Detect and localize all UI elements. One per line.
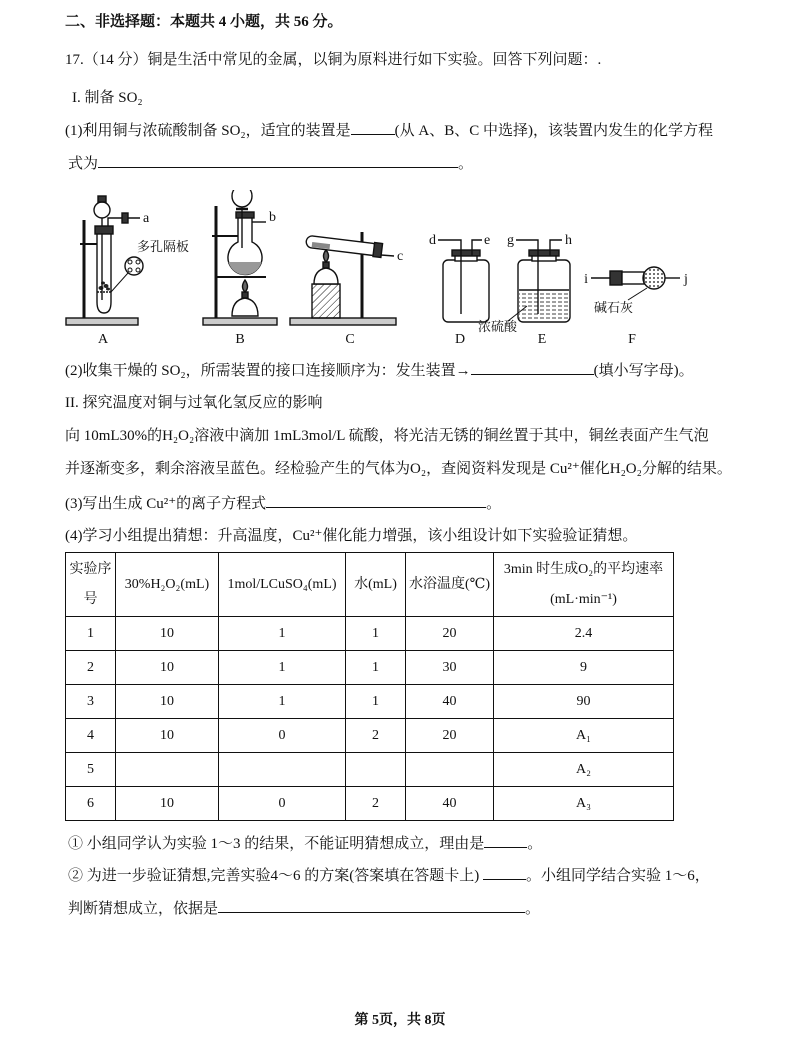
answer-blank xyxy=(483,865,526,880)
table-cell: 3 xyxy=(66,685,116,719)
port-label-c: c xyxy=(397,249,404,264)
table-cell: 5 xyxy=(66,753,116,787)
table-cell: 1 xyxy=(219,617,346,651)
q1-text-d: 。 xyxy=(458,156,474,172)
q1-text-b: (从 A、B、C 中选择)，该装置内发生的化学方程 xyxy=(394,123,713,139)
sub2-text-a: ② 为进一步验证猜想,完善实验4～6 的方案(答案填在答题卡上) xyxy=(68,868,483,884)
funnel-bulb xyxy=(94,202,110,218)
table-cell: 30 xyxy=(406,651,494,685)
delivery-tube xyxy=(381,255,394,256)
table-cell: A₁ xyxy=(494,719,674,753)
apparatus-label-d: D xyxy=(454,332,466,347)
port-label-b: b xyxy=(269,210,276,225)
table-header-row xyxy=(66,553,674,617)
sub3-text-a: 判断猜想成立，依据是 xyxy=(68,901,219,917)
table-cell: 1 xyxy=(346,685,406,719)
apparatus-label-a: A xyxy=(97,332,109,347)
stand-base xyxy=(290,318,396,325)
porous-plate-magnified xyxy=(125,257,143,275)
tube-body xyxy=(622,272,644,284)
q3-text-b: 。 xyxy=(486,496,502,512)
bottle-stopper xyxy=(452,250,480,256)
table-cell: 1 xyxy=(346,651,406,685)
q3-line xyxy=(65,493,501,514)
header-water-volume: 水(mL) xyxy=(346,553,406,617)
stand-base xyxy=(203,318,277,325)
table-cell: 2 xyxy=(346,719,406,753)
answer-blank xyxy=(351,120,395,135)
conc-sulfuric-acid-label: 浓硫酸 xyxy=(478,319,518,334)
table-cell: 6 xyxy=(66,787,116,821)
table-cell: 1 xyxy=(219,685,346,719)
answer-blank xyxy=(471,360,594,375)
wood-block xyxy=(312,284,340,318)
sub1-text-b: 。 xyxy=(527,836,543,852)
answer-blank xyxy=(218,898,525,913)
answer-blank xyxy=(484,833,527,848)
flask-liquid xyxy=(229,262,262,275)
table-cell: 40 xyxy=(406,685,494,719)
table-cell: 40 xyxy=(406,787,494,821)
table-cell: 2.4 xyxy=(494,617,674,651)
flame xyxy=(324,250,329,262)
stopcock xyxy=(122,213,128,223)
table-cell: 1 xyxy=(219,651,346,685)
table-cell: 9 xyxy=(494,651,674,685)
q3-text-a: (3)写出生成 Cu²⁺的离子方程式 xyxy=(65,496,267,512)
part1-title: I. 制备 SO₂ xyxy=(72,90,143,106)
answer-blank xyxy=(266,493,486,508)
table-cell: 1 xyxy=(346,617,406,651)
table-cell: 4 xyxy=(66,719,116,753)
stopper xyxy=(610,271,622,285)
porous-plate-label: 多孔隔板 xyxy=(137,239,190,254)
table-cell xyxy=(116,753,219,787)
part2-paragraph-line1: 向 10mL30%的H₂O₂溶液中滴加 1mL3mol/L 硫酸，将光洁无锈的铜丝置于其中，铜丝表面产生气泡 xyxy=(65,428,709,444)
port-label-i: i xyxy=(584,272,588,287)
table-row xyxy=(66,685,674,719)
apparatus-f xyxy=(591,267,680,300)
sub3-text-b: 。 xyxy=(525,901,541,917)
header-run-number: 实验序号 xyxy=(66,553,116,617)
table-cell xyxy=(219,753,346,787)
table-cell: 10 xyxy=(116,685,219,719)
funnel-cap xyxy=(98,196,106,202)
port-label-d: d xyxy=(429,233,436,248)
apparatus-d xyxy=(438,240,489,322)
label-leader xyxy=(628,288,647,300)
apparatus-e xyxy=(508,240,570,322)
table-cell: 20 xyxy=(406,617,494,651)
q2-line xyxy=(65,360,694,381)
table-cell: 90 xyxy=(494,685,674,719)
soda-lime-label: 碱石灰 xyxy=(594,300,634,315)
table-row xyxy=(66,719,674,753)
apparatus-label-b: B xyxy=(235,332,245,347)
port-label-g: g xyxy=(507,233,514,248)
q4-sub2-line xyxy=(68,865,710,886)
magnifier-leader xyxy=(111,273,128,292)
table-row xyxy=(66,787,674,821)
table-cell: 2 xyxy=(346,787,406,821)
port-label-h: h xyxy=(565,233,572,248)
gas-bottle xyxy=(443,260,489,322)
header-bath-temperature: 水浴温度(℃) xyxy=(406,553,494,617)
sub1-text-a: ① 小组同学认为实验 1～3 的结果，不能证明猜想成立，理由是 xyxy=(68,836,485,852)
table-cell: 0 xyxy=(219,719,346,753)
apparatus-a xyxy=(66,196,143,325)
q1-text-a: (1)利用铜与浓硫酸制备 SO₂，适宜的装置是 xyxy=(65,123,351,139)
table-cell: A₂ xyxy=(494,753,674,787)
table-row xyxy=(66,617,674,651)
table-cell: 2 xyxy=(66,651,116,685)
table-cell: 0 xyxy=(219,787,346,821)
q1-text-c: 式为 xyxy=(68,156,99,172)
alcohol-lamp xyxy=(232,298,258,316)
bottle-stopper xyxy=(529,250,559,256)
header-cuso4-volume: 1mol/LCuSO₄(mL) xyxy=(219,553,346,617)
alcohol-lamp xyxy=(314,268,338,284)
part2-paragraph-line2: 并逐渐变多，剩余溶液呈蓝色。经检验产生的气体为O₂，查阅资料发现是 Cu²⁺催化H₂O₂分解的结果。 xyxy=(65,461,732,477)
q2-text-a: (2)收集干燥的 SO₂，所需装置的接口连接顺序为：发生装置→ xyxy=(65,363,471,379)
apparatus-label-e: E xyxy=(537,332,547,347)
table-cell xyxy=(346,753,406,787)
q4-sub3-line xyxy=(68,898,540,919)
header-h2o2-volume: 30%H₂O₂(mL) xyxy=(116,553,219,617)
table-cell xyxy=(406,753,494,787)
table-row xyxy=(66,651,674,685)
experiment-table xyxy=(65,552,674,821)
header-o2-rate xyxy=(494,553,674,617)
apparatus-figure xyxy=(0,190,800,350)
section-heading: 二、非选择题：本题共 4 小题，共 56 分。 xyxy=(65,14,343,30)
apparatus-b xyxy=(203,190,277,325)
part2-title: II. 探究温度对铜与过氧化氢反应的影响 xyxy=(65,395,323,411)
port-label-j: j xyxy=(684,272,688,287)
table-cell: A₃ xyxy=(494,787,674,821)
sub2-text-b: 。小组同学结合实验 1～6， xyxy=(526,868,710,884)
soda-lime-bulb xyxy=(643,267,665,289)
q4-sub1-line xyxy=(68,833,542,854)
q4-intro: (4)学习小组提出猜想：升高温度，Cu²⁺催化能力增强，该小组设计如下实验验证猜想。 xyxy=(65,528,638,544)
q1-line2 xyxy=(68,153,473,174)
apparatus-c xyxy=(290,232,396,325)
table-cell: 10 xyxy=(116,787,219,821)
flame xyxy=(243,280,248,292)
stand-base xyxy=(66,318,138,325)
test-tube xyxy=(97,232,111,313)
table-cell: 20 xyxy=(406,719,494,753)
table-cell: 10 xyxy=(116,719,219,753)
q1-line1 xyxy=(65,120,713,141)
table-row xyxy=(66,753,674,787)
answer-blank xyxy=(98,153,458,168)
question-intro: 17.（14 分）铜是生活中常见的金属，以铜为原料进行如下实验。回答下列问题：. xyxy=(65,52,602,68)
table-cell: 1 xyxy=(66,617,116,651)
apparatus-label-f: F xyxy=(628,332,636,347)
rate-header-line2: (mL·min⁻¹) xyxy=(550,591,617,607)
separatory-funnel xyxy=(232,190,252,207)
q2-text-b: (填小写字母)。 xyxy=(593,363,694,379)
flask-stopper xyxy=(236,212,254,218)
port-label-a: a xyxy=(143,211,150,226)
apparatus-label-c: C xyxy=(345,332,355,347)
page-number-footer: 第 5页，共 8页 xyxy=(354,1013,446,1028)
table-cell: 10 xyxy=(116,651,219,685)
table-cell: 10 xyxy=(116,617,219,651)
port-label-e: e xyxy=(484,233,491,248)
rate-header-line1: 3min 时生成O₂的平均速率 xyxy=(503,561,664,577)
stopper xyxy=(95,226,113,234)
